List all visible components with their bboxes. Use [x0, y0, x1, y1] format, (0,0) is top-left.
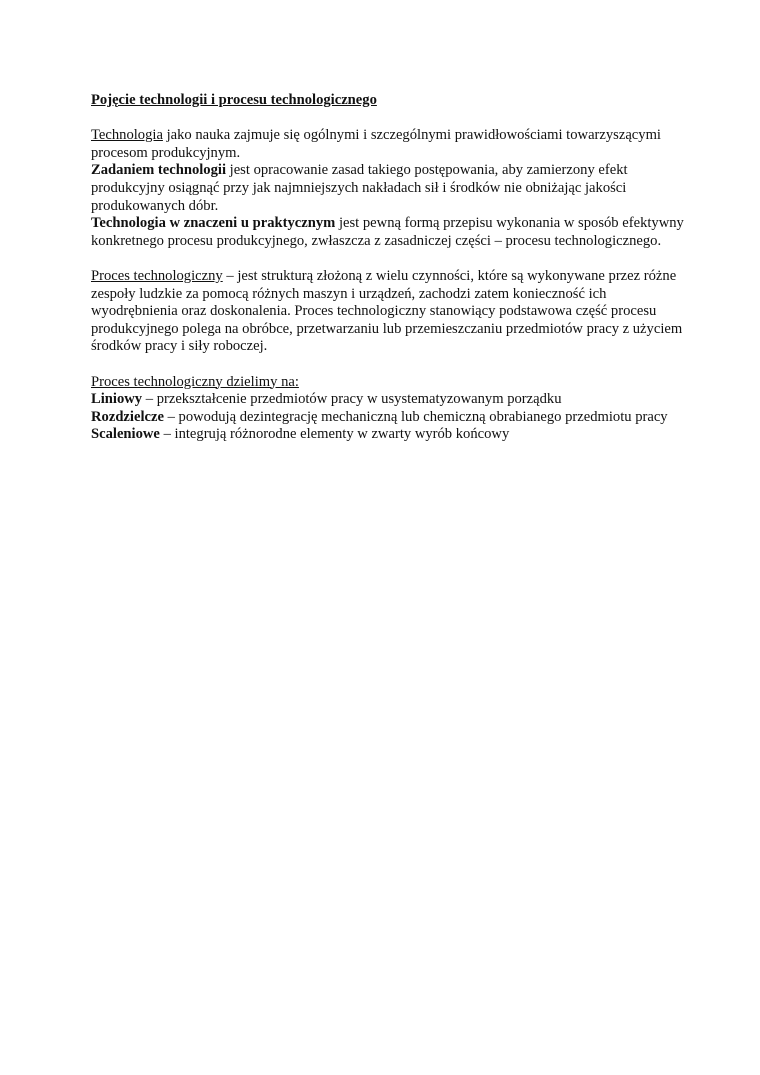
term-technologia-praktyczna: Technologia w znaczeni u praktycznym [91, 215, 336, 232]
list-item-rozdzielcze [91, 409, 691, 427]
section-heading-dzielimy: Proces technologiczny dzielimy na: [91, 373, 299, 390]
spacer [91, 110, 691, 128]
list-item-scaleniowe [91, 426, 691, 444]
document-page [91, 92, 691, 444]
document-title: Pojęcie technologii i procesu technologicznego [91, 92, 377, 108]
paragraph-praktyczne [91, 215, 691, 250]
text-proces-technologiczny: – jest strukturą złożoną z wielu czynności, które są wykonywane przez różne zespoły ludzkie za pomocą różnych maszyn i urządzeń, zachodzi zatem konieczność ich wyodrębnienia oraz doskonalenia. Proces technologiczny stanowiący podstawowa część procesu produkcyjnego polega na obróbce, przetwarzaniu lub przemieszczaniu przedmiotów pracy z użyciem środków pracy i siły roboczej. [91, 267, 683, 355]
text-scaleniowe: – integrują różnorodne elementy w zwarty wyrób końcowy [159, 426, 510, 443]
paragraph-proces [91, 268, 691, 356]
text-technologia-praktyczna: jest pewną formą przepisu wykonania w sposób efektywny konkretnego procesu produkcyjnego, zwłaszcza z zasadniczej części – procesu technologicznego. [91, 215, 684, 249]
text-rozdzielcze: – powodują dezintegrację mechaniczną lub chemiczną obrabianego przedmiotu pracy [163, 408, 668, 425]
term-proces-technologiczny: Proces technologiczny [91, 267, 223, 284]
list-item-liniowy [91, 391, 691, 409]
text-zadaniem-technologii: jest opracowanie zasad takiego postępowania, aby zamierzony efekt produkcyjny osiągnąć przy jak najmniejszych nakładach sił i środków nie obniżając jakości produkowanych dóbr. [91, 162, 628, 214]
spacer [91, 356, 691, 374]
paragraph-technologia [91, 127, 691, 162]
term-rozdzielcze: Rozdzielcze [91, 408, 164, 425]
term-zadaniem-technologii: Zadaniem technologii [91, 162, 226, 179]
text-liniowy: – przekształcenie przedmiotów pracy w usystematyzowanym porządku [142, 391, 562, 408]
term-technologia: Technologia [91, 127, 163, 144]
term-liniowy: Liniowy [91, 391, 143, 408]
text-technologia: jako nauka zajmuje się ogólnymi i szczególnymi prawidłowościami towarzyszącymi procesom produkcyjnym. [91, 127, 661, 161]
paragraph-zadaniem [91, 162, 691, 215]
term-scaleniowe: Scaleniowe [91, 426, 160, 443]
spacer [91, 250, 691, 268]
